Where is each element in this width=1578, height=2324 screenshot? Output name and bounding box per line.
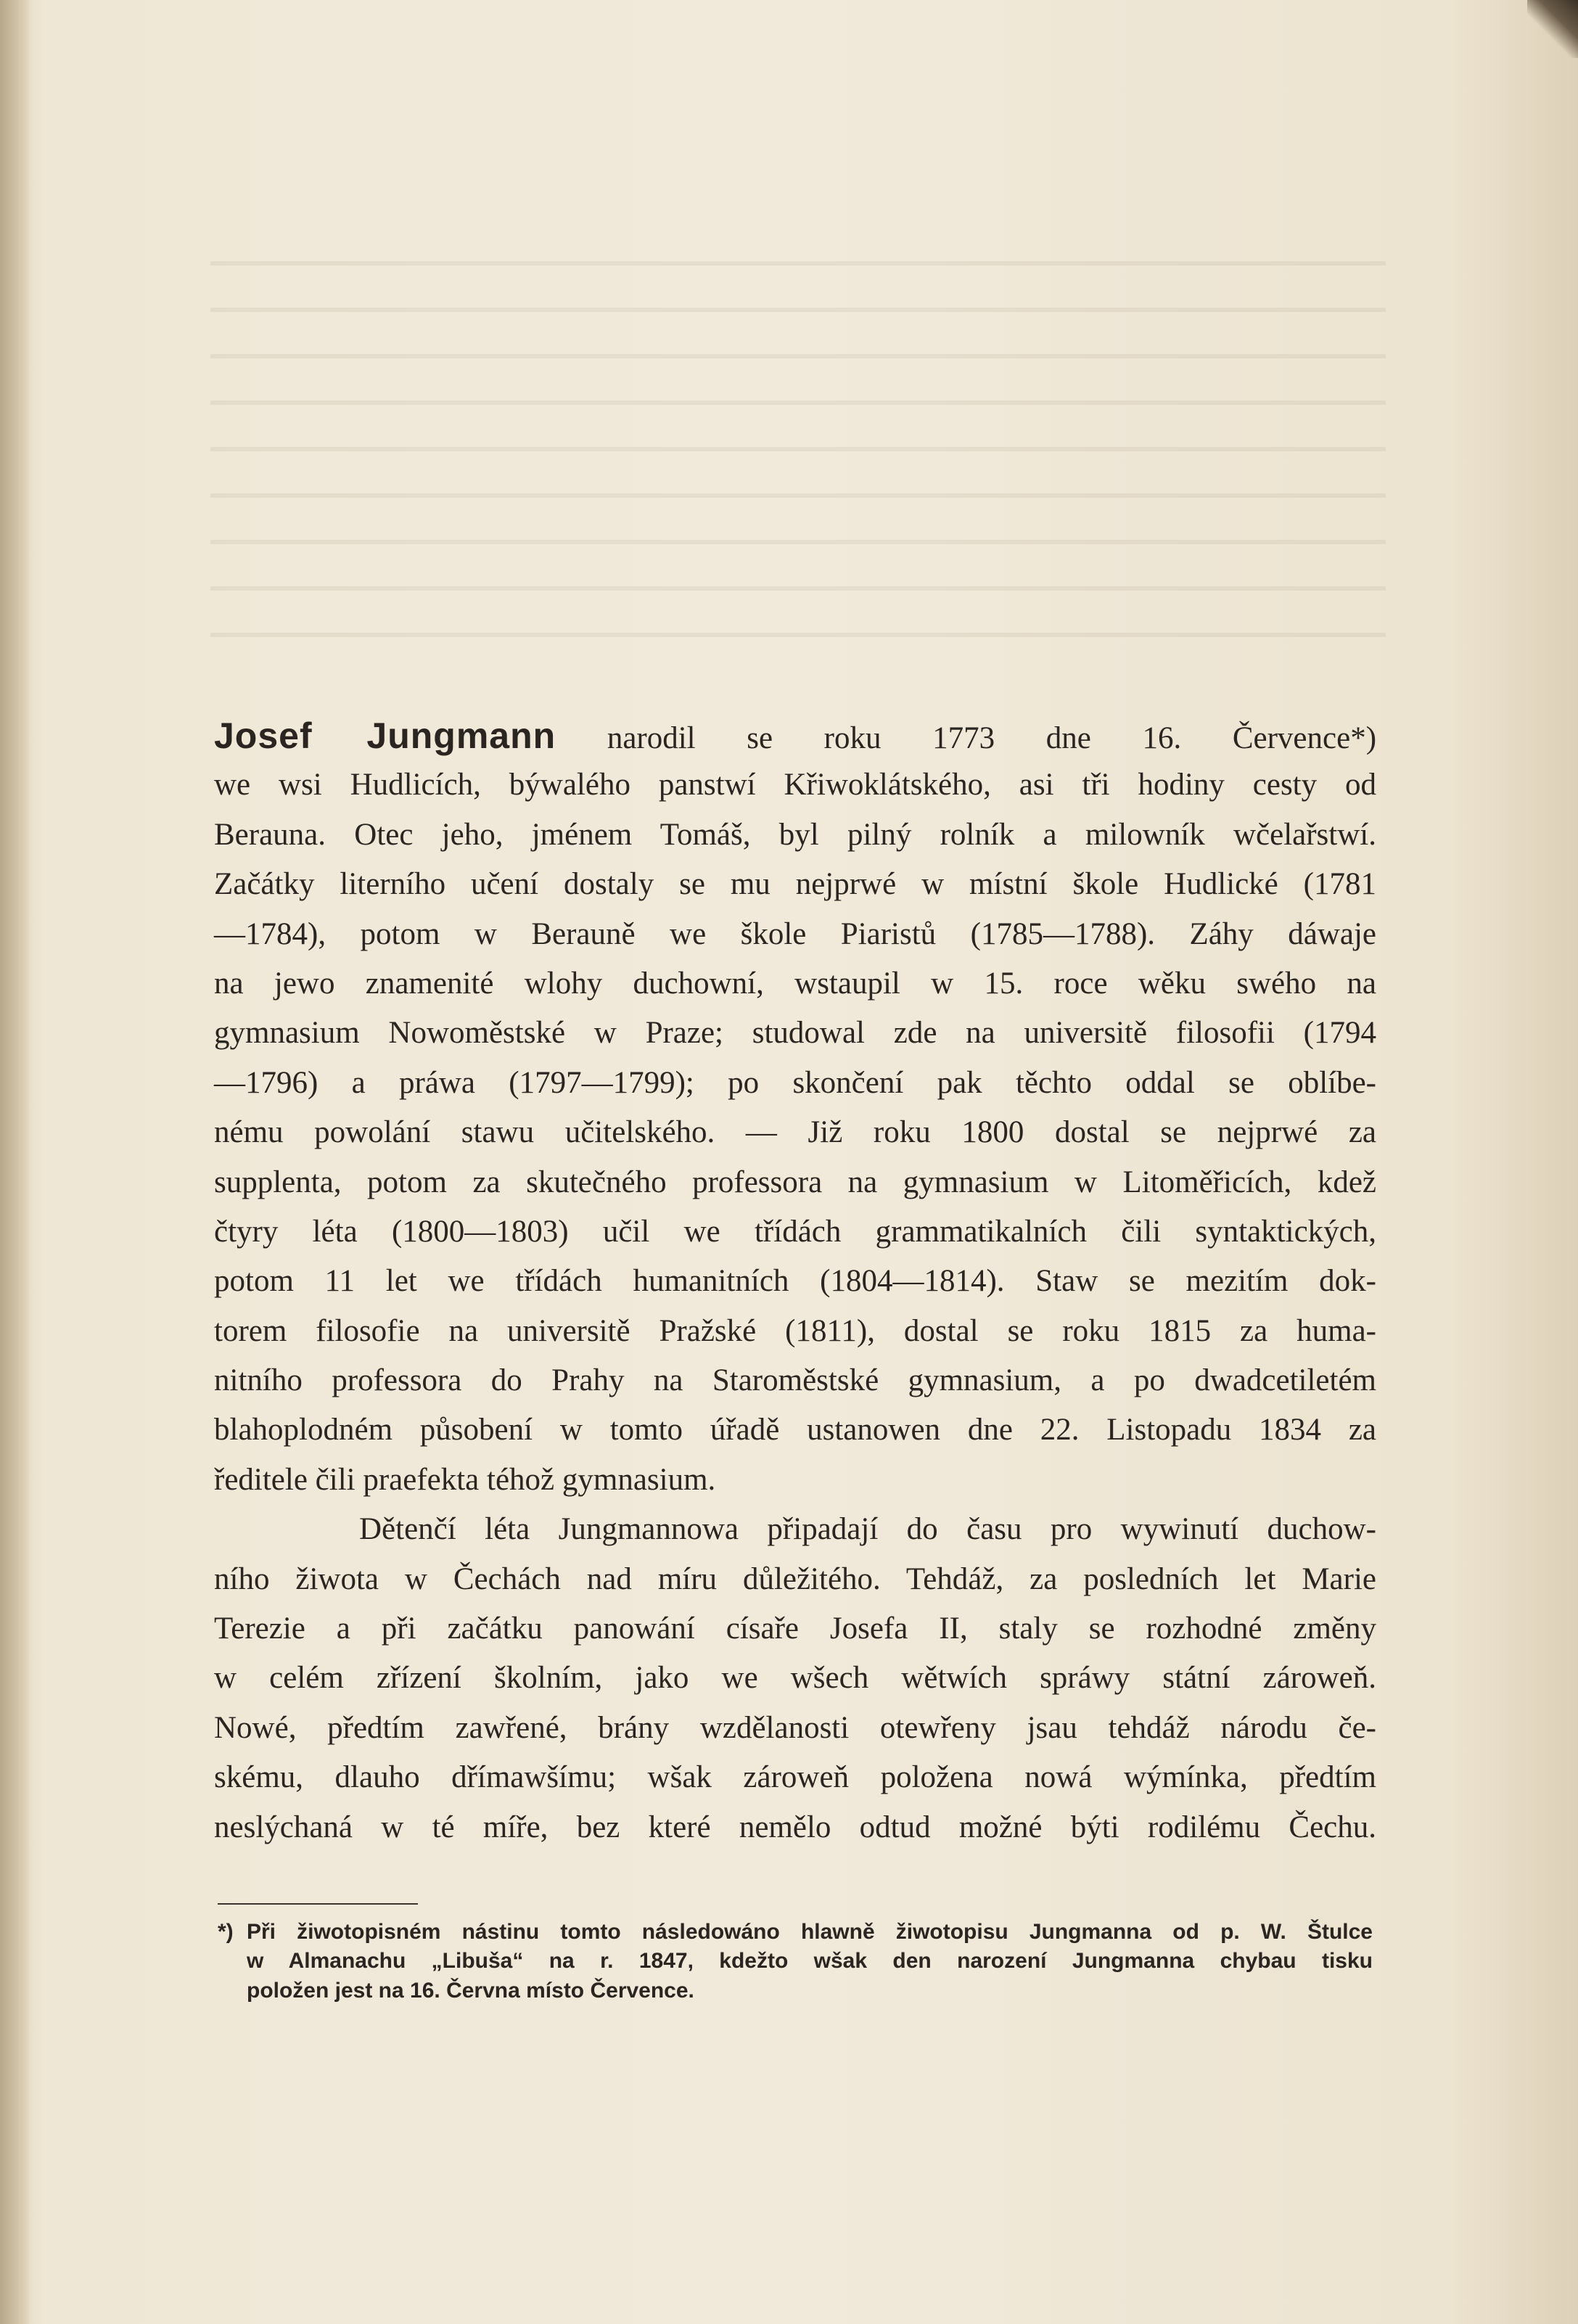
footnote-line: w Almanachu „Libuša“ na r. 1847, kdežto wšak den narození Jungmanna chybau tisku bbox=[247, 1949, 1373, 1974]
author-name: Josef Jungmann bbox=[214, 715, 556, 756]
text-line: skému, dlauho dřímawšímu; wšak zároweň položena nowá wýmínka, předtím bbox=[214, 1760, 1376, 1795]
text-line: gymnasium Nowoměstské w Praze; studowal zde na universitě filosofii (1794 bbox=[214, 1016, 1376, 1051]
page-spine-shadow bbox=[0, 0, 30, 2324]
text-line: Nowé, předtím zawřené, brány wzdělanosti otewřeny jsau tehdáž národu če- bbox=[214, 1710, 1376, 1745]
text-line: nitního professora do Prahy na Staroměstské gymnasium, a po dwadcetiletém bbox=[214, 1363, 1376, 1398]
first-line-text: narodil se roku 1773 dne 16. Července*) bbox=[607, 721, 1377, 755]
text-line: blahoplodném působení w tomto úřadě ustanowen dne 22. Listopadu 1834 za bbox=[214, 1413, 1376, 1448]
text-line: —1796) a práwa (1797—1799); po skončení pak těchto oddal se oblíbe- bbox=[214, 1065, 1376, 1100]
body-text bbox=[214, 711, 1376, 1852]
footnote-marker: *) bbox=[218, 1920, 234, 1944]
text-line: Začátky literního učení dostaly se mu nejprwé w místní škole Hudlické (1781 bbox=[214, 867, 1376, 902]
text-line bbox=[214, 711, 1376, 760]
text-line: w celém zřízení školním, jako we wšech wětwích spráwy státní zároweň. bbox=[214, 1661, 1376, 1696]
text-line: Dětenčí léta Jungmannowa připadají do času pro wywinutí duchow- bbox=[359, 1512, 1376, 1547]
text-line: čtyry léta (1800—1803) učil we třídách grammatikalních čili syntaktických, bbox=[214, 1214, 1376, 1249]
footnote-line-text: Při žiwotopisném nástinu tomto následowáno hlawně žiwotopisu Jungmanna od p. W. Štulce bbox=[247, 1920, 1373, 1944]
text-line: potom 11 let we třídách humanitních (1804—1814). Staw se mezitím dok- bbox=[214, 1264, 1376, 1299]
footnote-divider bbox=[218, 1903, 418, 1905]
show-through-texture bbox=[210, 261, 1386, 668]
footnote-line bbox=[218, 1918, 1373, 1947]
text-line: —1784), potom w Berauně we škole Piaristů (1785—1788). Záhy dáwaje bbox=[214, 916, 1376, 951]
text-line: ního žiwota w Čechách nad míru důležitého. Tehdáž, za posledních let Marie bbox=[214, 1561, 1376, 1596]
text-line: Berauna. Otec jeho, jménem Tomáš, byl pilný rolník a milowník wčelařstwí. bbox=[214, 817, 1376, 852]
text-line: Terezie a při začátku panowání císaře Josefa II, staly se rozhodné změny bbox=[214, 1611, 1376, 1646]
text-line: ředitele čili praefekta téhož gymnasium. bbox=[214, 1462, 716, 1497]
text-line: we wsi Hudlicích, býwalého panstwí Křiwoklátského, asi tři hodiny cesty od bbox=[214, 768, 1376, 802]
page-corner-shadow bbox=[1527, 0, 1578, 58]
footnote-line: položen jest na 16. Června místo Července. bbox=[247, 1978, 694, 2003]
text-line: torem filosofie na universitě Pražské (1811), dostal se roku 1815 za huma- bbox=[214, 1313, 1376, 1348]
text-line: nému powolání stawu učitelského. — Již roku 1800 dostal se nejprwé za bbox=[214, 1115, 1376, 1150]
text-line: supplenta, potom za skutečného professora na gymnasium w Litoměřicích, kdež bbox=[214, 1165, 1376, 1199]
footnote bbox=[218, 1918, 1373, 2005]
text-line: neslýchaná w té míře, bez které nemělo odtud možné býti rodilému Čechu. bbox=[214, 1810, 1376, 1844]
text-line: na jewo znamenité wlohy duchowní, wstaupil w 15. roce wěku swého na bbox=[214, 966, 1376, 1001]
